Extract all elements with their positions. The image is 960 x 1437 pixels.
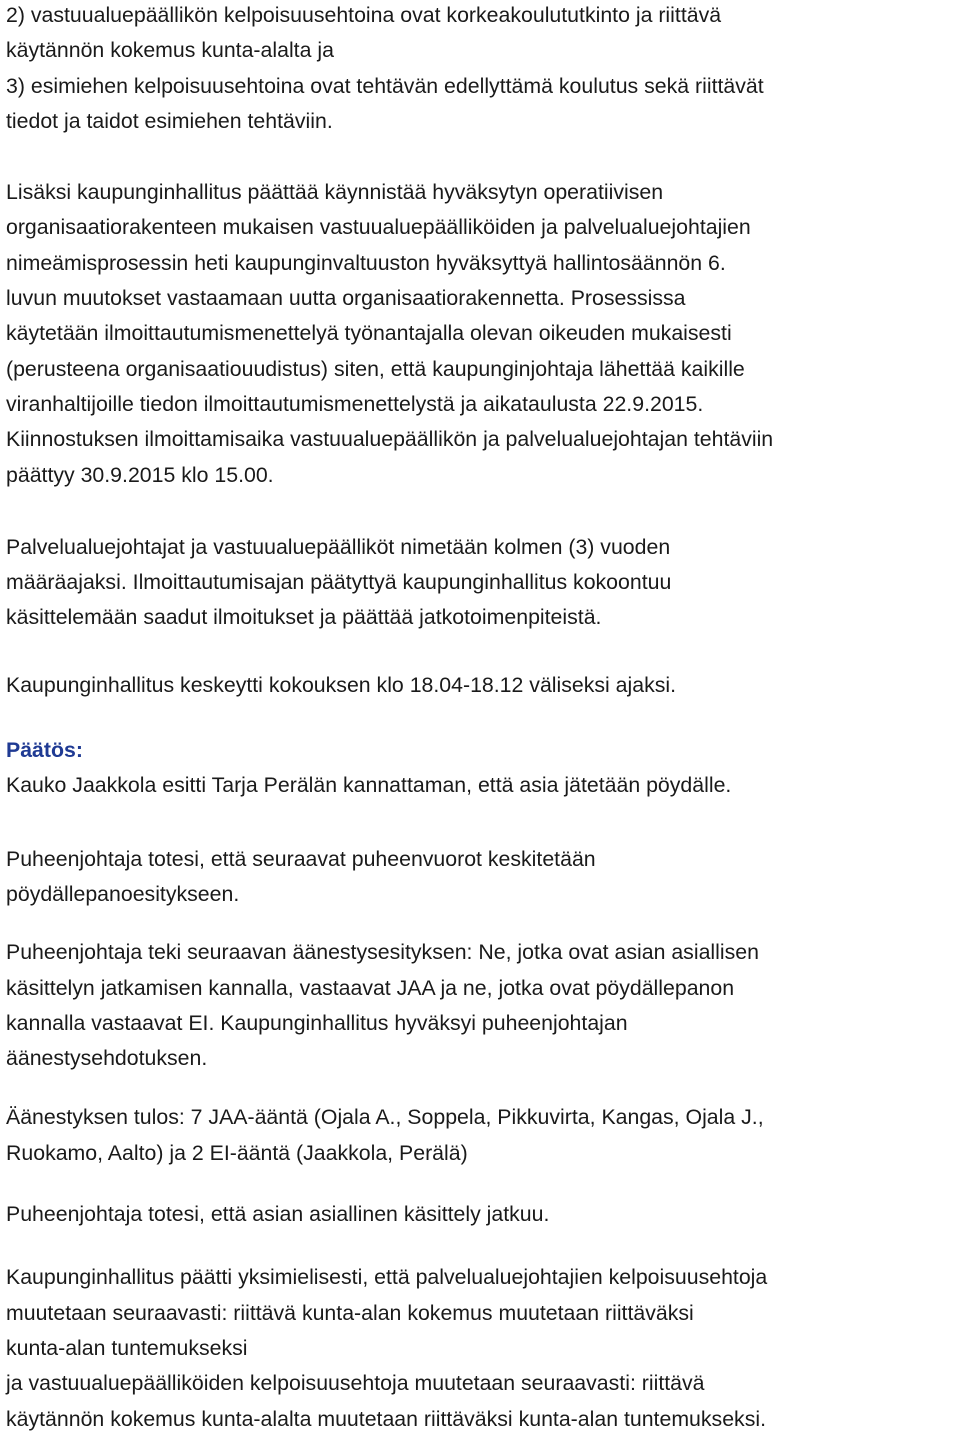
decision-continue-note: Puheenjohtaja totesi, että asian asiallinen käsittely jatkuu. (6, 1202, 550, 1227)
text-line: Puheenjohtaja totesi, että seuraavat puheenvuorot keskitetään (6, 846, 596, 871)
text-line: käsittelemään saadut ilmoitukset ja päättää jatkotoimenpiteistä. (6, 605, 602, 630)
text-line: luvun muutokset vastaamaan uutta organisaatiorakennetta. Prosessissa (6, 286, 686, 311)
text-line: pöydällepanoesitykseen. (6, 881, 240, 906)
decision-vote-result (6, 1100, 958, 1171)
text-line: kannalla vastaavat EI. Kaupunginhallitus hyväksyi puheenjohtajan (6, 1010, 628, 1035)
text-line: käytännön kokemus kunta-alalta muutetaan riittäväksi kunta-alan tuntemukseksi. (6, 1406, 766, 1431)
text-line: määräajaksi. Ilmoittautumisajan päätyttyä kaupunginhallitus kokoontuu (6, 570, 672, 595)
paragraph-gap (6, 1076, 958, 1100)
decision-heading: Päätös: (6, 738, 83, 763)
text-line: kunta-alan tuntemukseksi (6, 1335, 248, 1360)
text-line: päättyy 30.9.2015 klo 15.00. (6, 462, 274, 487)
text-line: Puheenjohtaja teki seuraavan äänestysesityksen: Ne, jotka ovat asian asiallisen (6, 940, 759, 965)
text-line: ja vastuualuepäälliköiden kelpoisuusehtoja muutetaan seuraavasti: riittävä (6, 1371, 705, 1396)
paragraph-gap (6, 636, 958, 668)
paragraph-gap (6, 1232, 958, 1260)
intro-block (6, 0, 958, 139)
text-line: Kiinnostuksen ilmoittamisaika vastuualuepäällikön ja palvelualuejohtajan tehtäviin (6, 427, 774, 452)
meeting-break-note: Kaupunginhallitus keskeytti kokouksen klo 18.04-18.12 väliseksi ajaksi. (6, 672, 677, 697)
paragraph-process (6, 175, 958, 493)
text-line: Kaupunginhallitus päätti yksimielisesti, että palvelualuejohtajien kelpoisuusehtoja (6, 1265, 768, 1290)
text-line: Äänestyksen tulos: 7 JAA-ääntä (Ojala A., Soppela, Pikkuvirta, Kangas, Ojala J., (6, 1105, 764, 1130)
text-line: äänestysehdotuksen. (6, 1046, 208, 1071)
text-line: organisaatiorakenteen mukaisen vastuualuepäälliköiden ja palvelualuejohtajien (6, 215, 751, 240)
decision-final (6, 1260, 958, 1436)
paragraph-gap (6, 493, 958, 530)
text-line: Ruokamo, Aalto) ja 2 EI-ääntä (Jaakkola, Perälä) (6, 1140, 468, 1165)
text-line: viranhaltijoille tiedon ilmoittautumismenettelystä ja aikataulusta 22.9.2015. (6, 391, 704, 416)
text-line: käytännön kokemus kunta-alalta ja (6, 38, 334, 63)
text-line: käsittelyn jatkamisen kannalla, vastaavat JAA ja ne, jotka ovat pöydällepanon (6, 975, 735, 1000)
text-line: (perusteena organisaatiouudistus) siten, että kaupunginjohtaja lähettää kaikille (6, 356, 745, 381)
paragraph-gap (6, 139, 958, 175)
decision-chair-note (6, 842, 958, 913)
text-line: 2) vastuualuepäällikön kelpoisuusehtoina ovat korkeakoulututkinto ja riittävä (6, 3, 722, 27)
decision-proposal: Kauko Jaakkola esitti Tarja Perälän kannattaman, että asia jätetään pöydälle. (6, 773, 732, 798)
document-page (6, 0, 958, 1437)
paragraph-term (6, 530, 958, 636)
paragraph-gap (6, 804, 958, 842)
text-line: nimeämisprosessin heti kaupunginvaltuuston hyväksyttyä hallintosäännön 6. (6, 250, 726, 275)
paragraph-gap (6, 1171, 958, 1197)
text-line: tiedot ja taidot esimiehen tehtäviin. (6, 108, 333, 133)
text-line: Lisäksi kaupunginhallitus päättää käynnistää hyväksytyn operatiivisen (6, 180, 664, 205)
decision-vote-proposal (6, 935, 958, 1076)
text-line: käytetään ilmoittautumismenettelyä työnantajalla olevan oikeuden mukaisesti (6, 321, 732, 346)
text-line: muutetaan seuraavasti: riittävä kunta-alan kokemus muutetaan riittäväksi (6, 1300, 694, 1325)
paragraph-gap (6, 703, 958, 733)
text-line: 3) esimiehen kelpoisuusehtoina ovat tehtävän edellyttämä koulutus sekä riittävät (6, 73, 764, 98)
text-line: Palvelualuejohtajat ja vastuualuepäälliköt nimetään kolmen (3) vuoden (6, 534, 671, 559)
paragraph-gap (6, 912, 958, 935)
